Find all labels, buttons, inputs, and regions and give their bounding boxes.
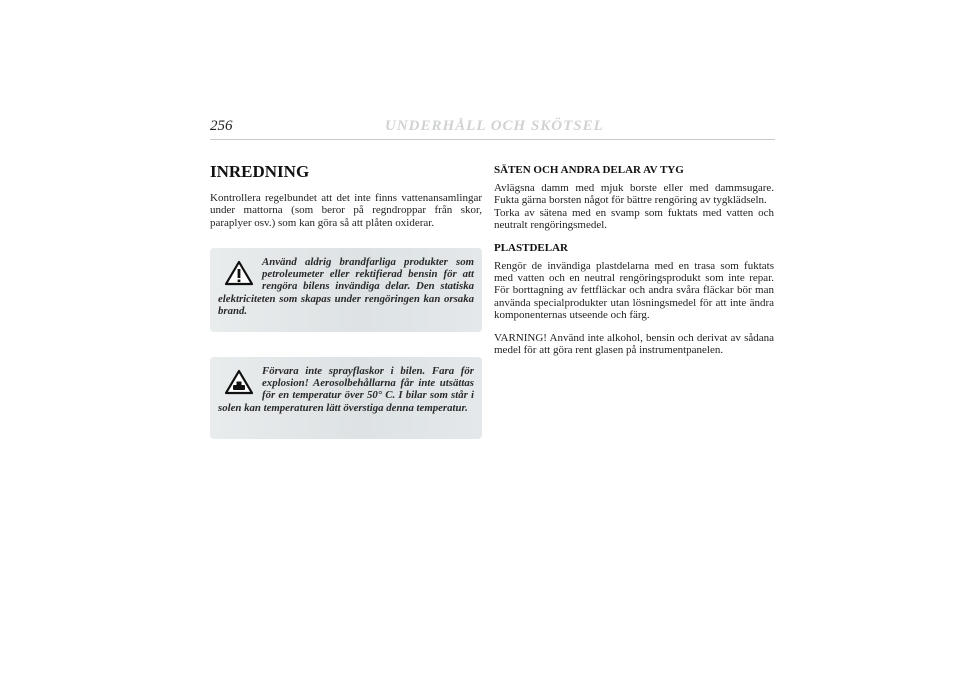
- warning-box-flammable: [210, 248, 482, 332]
- right-column: [494, 164, 774, 356]
- plastic-paragraph-1: Rengör de invändiga plastdelarna med en trasa som fuktats med vatten och en neutral rengöringsprodukt som inte repar. För borttagning av fettfläckar och andra svåra fläckar bör man använda specialprodukter utan lösningsmedel för att inte ändra komponenternas utseende och färg.: [494, 259, 774, 322]
- warning-triangle-icon: [224, 260, 254, 286]
- intro-paragraph: Kontrollera regelbundet att det inte finns vattenansamlingar under mattorna (som beror på regndroppar från skor, paraplyer osv.) som kan göra så att plåten oxiderar.: [210, 192, 482, 229]
- spacer: [494, 232, 774, 242]
- header-rule: [210, 139, 775, 140]
- running-title: UNDERHÅLL OCH SKÖTSEL: [385, 118, 604, 134]
- seats-paragraph-2: Torka av sätena med en svamp som fuktats med vatten och neutralt rengöringsmedel.: [494, 206, 774, 232]
- section-title-seats: SÄTEN OCH ANDRA DELAR AV TYG: [494, 164, 684, 176]
- spacer: [494, 322, 774, 332]
- warning-text-flammable: Använd aldrig brandfarliga produkter som petroleumeter eller rektifierad bensin för att rengöra bilens invändiga delar. Den statiska elektriciteten som skapas under rengöringen kan orsaka brand.: [218, 256, 474, 317]
- page-number: 256: [210, 118, 233, 134]
- plastic-warning-paragraph: VARNING! Använd inte alkohol, bensin och derivat av sådana medel för att göra rent glasen på instrumentpanelen.: [494, 331, 774, 357]
- left-column: [210, 162, 482, 229]
- section-title-inredning: INREDNING: [210, 162, 310, 181]
- aerosol-warning-icon: [224, 369, 254, 395]
- warning-text-aerosol: Förvara inte sprayflaskor i bilen. Fara för explosion! Aerosolbehållarna får inte utsättas för en temperatur över 50° C. I bilar som står i solen kan temperaturen lätt överstiga denna temperatur.: [218, 365, 474, 414]
- section-title-plastic: PLASTDELAR: [494, 241, 568, 254]
- page-header: [210, 118, 775, 138]
- seats-paragraph-1: Avlägsna damm med mjuk borste eller med dammsugare. Fukta gärna borsten något för bättre rengöring av tygklädseln.: [494, 182, 774, 207]
- warning-box-aerosol: [210, 357, 482, 439]
